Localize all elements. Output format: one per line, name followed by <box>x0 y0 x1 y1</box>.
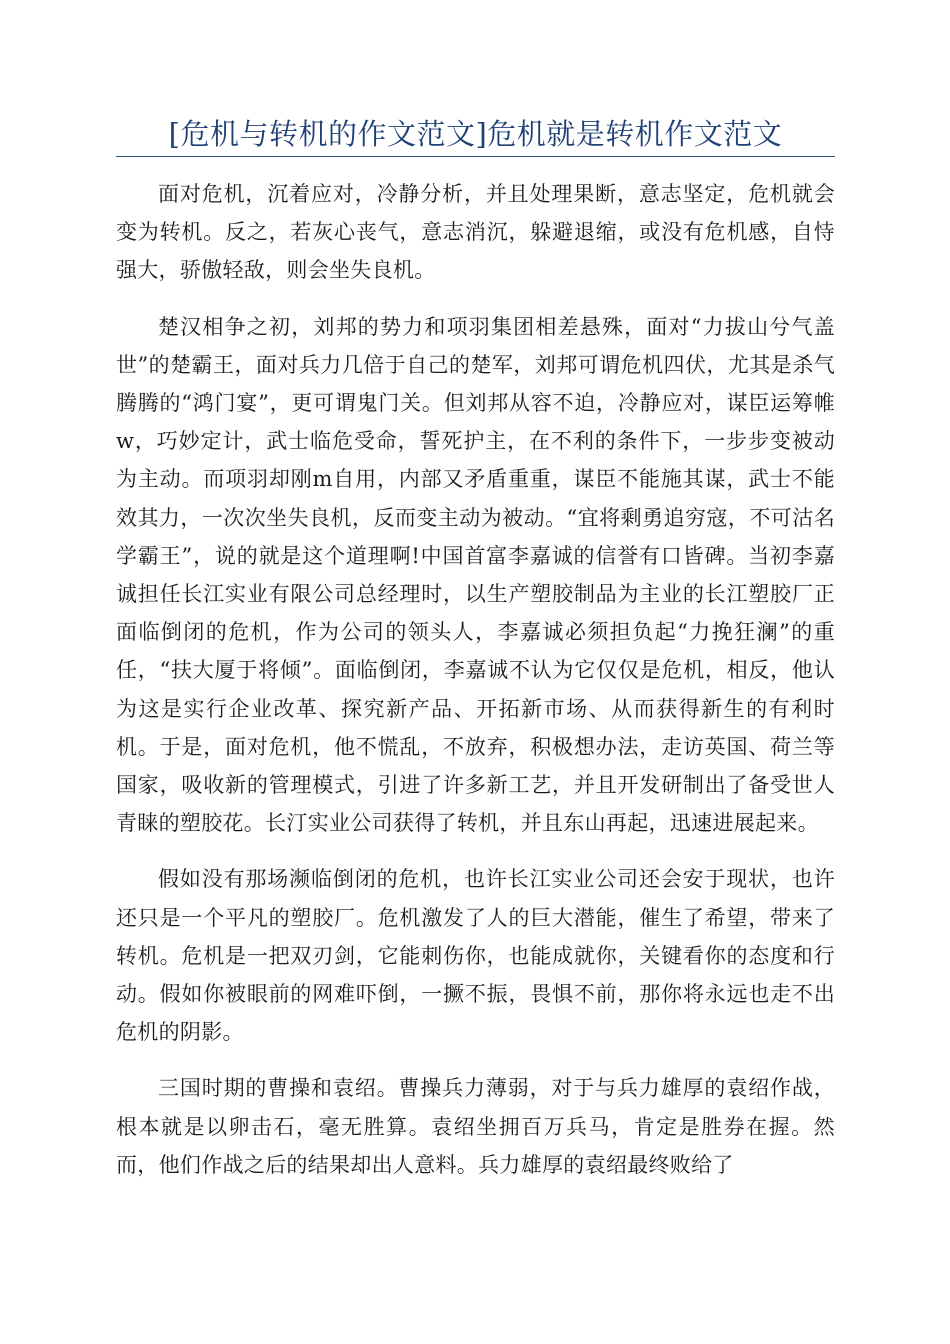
document-body <box>116 175 835 1202</box>
title-block <box>116 112 835 157</box>
paragraph-3: 假如没有那场濒临倒闭的危机，也许长江实业公司还会安于现状，也许还只是一个平凡的塑胶厂。危机激发了人的巨大潜能，催生了希望，带来了转机。危机是一把双刃剑，它能刺伤你，也能成就你，关键看你的态度和行动。假如你被眼前的网难吓倒，一撅不振，畏惧不前，那你将永远也走不出危机的阴影。 <box>116 867 835 1045</box>
paragraph-2: 楚汉相争之初，刘邦的势力和项羽集团相差悬殊，面对“力拔山兮气盖世”的楚霸王，面对兵力几倍于自己的楚军，刘邦可谓危机四伏，尤其是杀气腾腾的“鸿门宴”，更可谓鬼门关。但刘邦从容不迫，冷静应对，谋臣运筹帷w，巧妙定计，武士临危受命，誓死护主，在不利的条件下，一步步变被动为主动。而项羽却刚m自用，内部又矛盾重重，谋臣不能施其谋，武士不能效其力，一次次坐失良机，反而变主动为被动。“宜将剩勇追穷寇，不可沽名学霸王”，说的就是这个道理啊!中国首富李嘉诚的信誉有口皆碑。当初李嘉诚担任长江实业有限公司总经理时，以生产塑胶制品为主业的长江塑胶厂正面临倒闭的危机，作为公司的领头人，李嘉诚必须担负起“力挽狂澜”的重任，“扶大厦于将倾”。面临倒闭，李嘉诚不认为它仅仅是危机，相反，他认为这是实行企业改革、探究新产品、开拓新市场、从而获得新生的有利时机。于是，面对危机，他不慌乱，不放弃，积极想办法，走访英国、荷兰等国家，吸收新的管理模式，引进了许多新工艺，并且开发研制出了备受世人青睐的塑胶花。长汀实业公司获得了转机，并且东山再起，迅速进展起来。 <box>116 314 835 836</box>
paragraph-4: 三国时期的曹操和袁绍。曹操兵力薄弱，对于与兵力雄厚的袁绍作战，根本就是以卵击石，毫无胜算。袁绍坐拥百万兵马，肯定是胜券在握。然而，他们作战之后的结果却出人意料。兵力雄厚的袁绍最终败给了 <box>116 1076 835 1177</box>
document-title: [危机与转机的作文范文]危机就是转机作文范文 <box>168 117 783 151</box>
paragraph-1: 面对危机，沉着应对，冷静分析，并且处理果断，意志坚定，危机就会变为转机。反之，若灰心丧气，意志消沉，躲避退缩，或没有危机感，自恃强大，骄傲轻敌，则会坐失良机。 <box>116 182 835 283</box>
